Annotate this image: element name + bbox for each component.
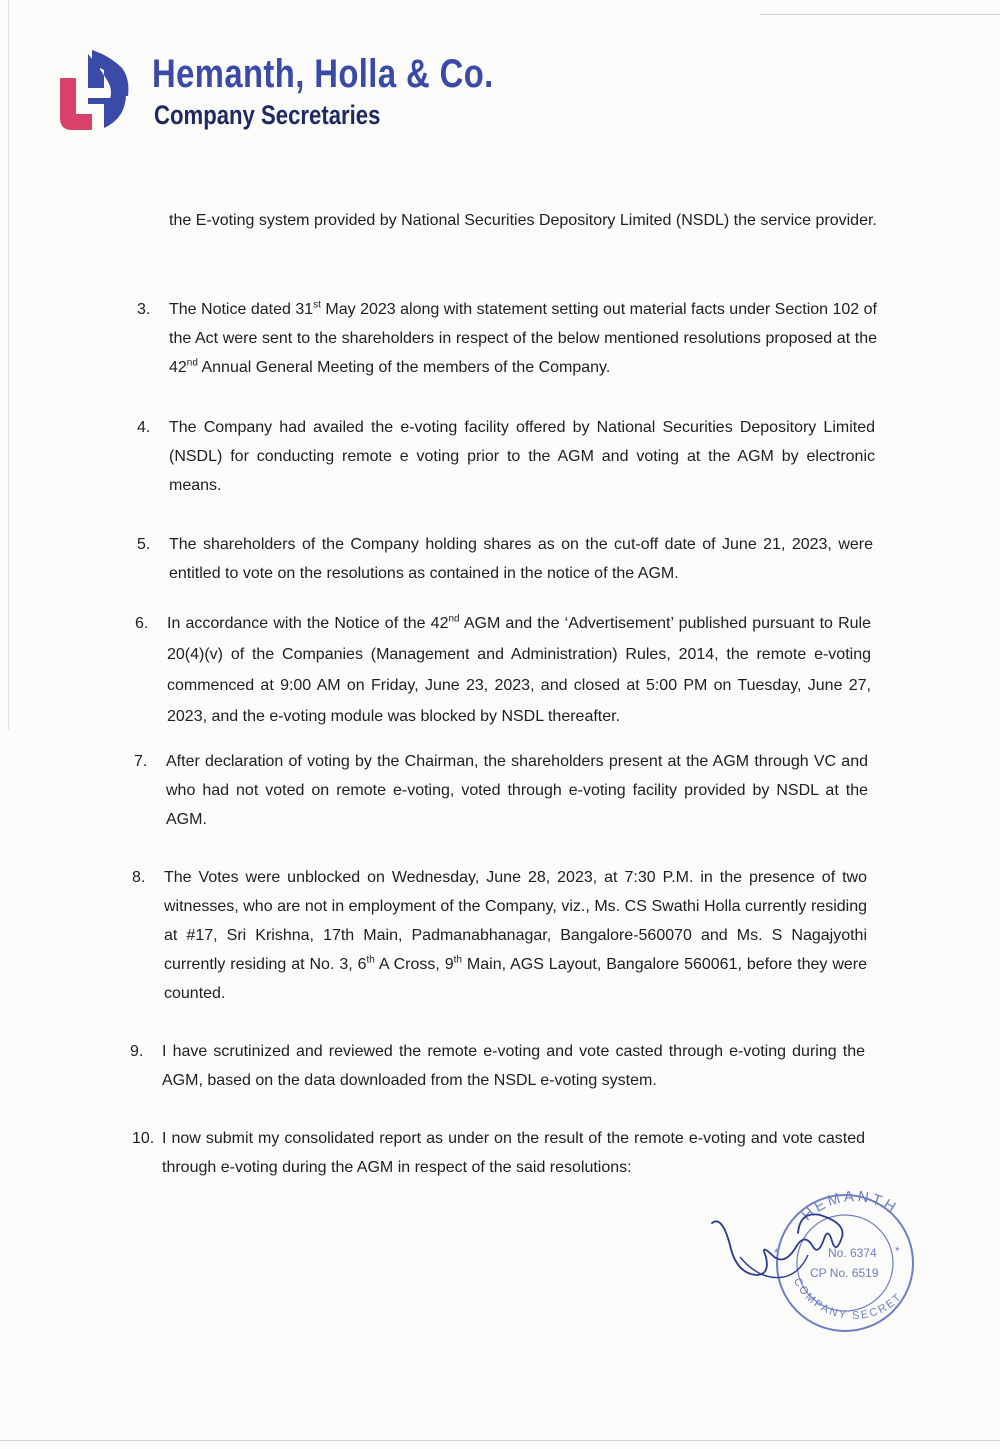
paragraph-7 (134, 747, 868, 834)
seal-ring-bottom: COMPANY SECRET (790, 1276, 905, 1323)
company-seal (700, 1185, 920, 1335)
paragraph-text: AGM and the ‘Advertisement’ published pursuant to Rule 20(4)(v) of the Companies (Management and Administration) Rules, 2014, the remote e-voting commenced at 9:00 AM on Friday, June 23, 2023, and closed at 5:00 PM on Tuesday, June 27, 2023, and the e-voting module was blocked by NSDL thereafter. (167, 615, 872, 725)
item-number: 7. (134, 753, 148, 770)
paragraph-3 (137, 295, 877, 382)
paragraph-9 (130, 1037, 865, 1095)
paragraph-text: Main, AGS Layout, Bangalore 560061, before they were counted. (164, 956, 867, 1002)
seal-membership-number: No. 6374 (828, 1246, 877, 1260)
paragraph-text: the E-voting system provided by National Securities Depository Limited (NSDL) the service provider. (169, 212, 877, 229)
ordinal-suffix: nd (448, 613, 460, 625)
paragraph-text: I have scrutinized and reviewed the remote e-voting and vote casted through e-voting during the AGM, based on the data downloaded from the NSDL e-voting system. (162, 1043, 865, 1089)
paragraph-5 (137, 530, 873, 588)
scan-edge-top (760, 14, 1000, 15)
scan-edge-left (8, 0, 9, 730)
item-number: 6. (135, 615, 149, 632)
ordinal-suffix: th (453, 954, 462, 966)
paragraph-text: The shareholders of the Company holding shares as on the cut-off date of June 21, 2023, were entitled to vote on the resolutions as contained in the notice of the AGM. (169, 536, 873, 582)
paragraph-text: In accordance with the Notice of the 42 (167, 615, 449, 632)
letterhead (52, 46, 652, 146)
seal-star-left: * (774, 1246, 779, 1260)
paragraph-text: After declaration of voting by the Chairman, the shareholders present at the AGM through VC and who had not voted on remote e-voting, voted through e-voting facility provided by NSDL at the AGM. (166, 753, 868, 828)
seal-cp-number: CP No. 6519 (810, 1266, 879, 1280)
svg-text:HEMANTH (799, 1188, 901, 1224)
ordinal-suffix: nd (186, 357, 198, 369)
item-number: 8. (132, 869, 146, 886)
paragraph-6 (135, 608, 872, 732)
item-number: 5. (137, 536, 151, 553)
scan-edge-bottom (0, 1440, 1000, 1441)
paragraph-4 (137, 413, 875, 500)
paragraph-text: A Cross, 9 (374, 956, 454, 973)
paragraph-8 (132, 863, 867, 1008)
item-number: 9. (130, 1043, 144, 1060)
item-number: 3. (137, 301, 151, 318)
ordinal-suffix: th (366, 954, 375, 966)
signature-area (700, 1185, 920, 1335)
paragraph-text: May 2023 along with statement setting out material facts under Section 102 of the Act were sent to the shareholders in respect of the below mentioned resolutions proposed at the 42 (169, 301, 877, 376)
item-number: 4. (137, 419, 151, 436)
paragraph-text: I now submit my consolidated report as under on the result of the remote e-voting and vote casted through e-voting during the AGM in respect of the said resolutions: (162, 1130, 865, 1176)
firm-subtitle: Company Secretaries (154, 100, 381, 130)
seal-star-right: * (895, 1244, 900, 1258)
paragraph-continued (169, 206, 880, 235)
firm-name: Hemanth, Holla & Co. (152, 52, 494, 96)
paragraph-text: Annual General Meeting of the members of the Company. (197, 359, 611, 376)
paragraph-text: The Notice dated 31 (169, 301, 314, 318)
paragraph-text: The Votes were unblocked on Wednesday, June 28, 2023, at 7:30 P.M. in the presence of two witnesses, who are not in employment of the Company, viz., Ms. CS Swathi Holla currently residing at #17, Sri Krishna, 17th Main, Padmanabhanagar, Bangalore-560070 and Ms. S Nagajyothi currently residing at No. 3, 6 (164, 869, 867, 973)
ordinal-suffix: st (313, 299, 321, 311)
paragraph-10 (132, 1124, 865, 1182)
seal-ring-top: HEMANTH (798, 1187, 902, 1225)
paragraph-text: The Company had availed the e-voting facility offered by National Securities Depository Limited (NSDL) for conducting remote e voting prior to the AGM and voting at the AGM by electronic means. (169, 419, 875, 494)
firm-logo-icon (52, 46, 136, 136)
item-number: 10. (132, 1130, 155, 1147)
